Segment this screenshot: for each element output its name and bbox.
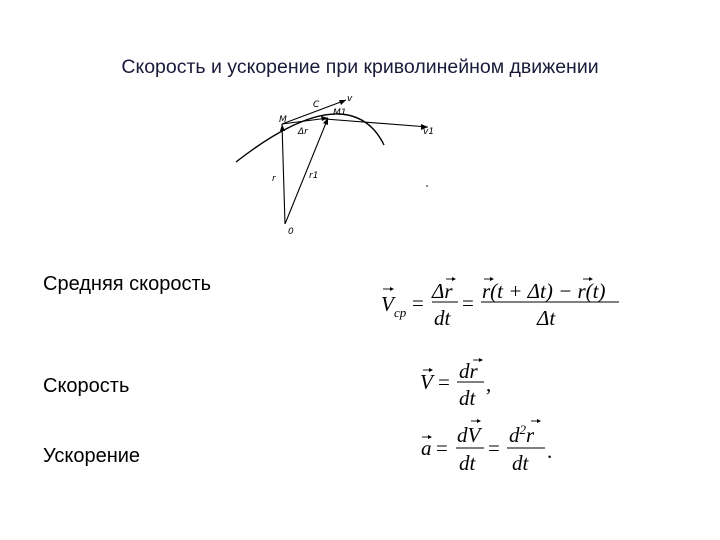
label-vector-v: v <box>347 94 353 104</box>
label-vector-v1: v1 <box>423 127 435 137</box>
label-radius-r: r <box>272 174 276 184</box>
formula-velocity <box>420 358 491 410</box>
formula-avg-frac2-den: Δt <box>537 306 556 330</box>
label-point-m1: M1 <box>333 108 347 118</box>
formula-acc-num2: $d^2r$ <box>509 422 535 447</box>
formula-acc-den2: dt <box>512 451 529 475</box>
formula-avg-frac1-den: dt <box>434 306 451 330</box>
formula-avg-frac2-num: r(t + Δt) − r(t) <box>482 279 606 303</box>
label-average-velocity: Средняя скорость <box>43 273 212 295</box>
formula-acceleration <box>421 419 552 475</box>
formula-vel-lhs: V <box>420 370 433 394</box>
formula-average-velocity <box>381 277 619 330</box>
formula-acc-tail: . <box>547 439 553 463</box>
label-displacement-dr: Δr <box>298 127 308 137</box>
formula-acc-eq2: = <box>488 436 500 460</box>
radius-vector-r <box>282 124 285 224</box>
formula-acc-den1: dt <box>459 451 476 475</box>
label-curve-c: C <box>313 100 320 110</box>
formula-acc-num1: dV <box>457 423 481 447</box>
formula-avg-frac1-num: Δr <box>432 279 453 303</box>
formula-avg-lhs: V <box>381 292 394 316</box>
label-radius-r1: r1 <box>309 171 319 181</box>
formula-vel-num: dr <box>459 359 478 383</box>
label-point-m: M <box>279 115 287 125</box>
label-origin: 0 <box>288 227 294 237</box>
vector-arrow-r1-head <box>452 277 456 281</box>
trajectory-curve <box>236 114 384 162</box>
vector-arrow-V-head <box>390 287 394 291</box>
formula-vel-eq: = <box>438 370 450 394</box>
formula-vel-den: dt <box>459 386 476 410</box>
stray-dot <box>426 185 428 187</box>
label-acceleration: Ускорение <box>43 445 141 467</box>
slide-title: Скорость и ускорение при криволинейном движении <box>121 56 599 78</box>
velocity-vector-v1 <box>325 119 428 127</box>
label-velocity: Скорость <box>43 375 130 397</box>
formula-avg-lhs-sub: cp <box>394 305 407 320</box>
formula-avg-eq1: = <box>412 291 424 315</box>
velocity-v-arrowhead <box>339 100 346 105</box>
formula-acc-eq1: = <box>436 436 448 460</box>
formula-vel-tail: , <box>486 372 492 396</box>
formula-avg-eq2: = <box>462 291 474 315</box>
vector-arrow-r5-head <box>537 419 541 423</box>
formula-acc-lhs: a <box>421 436 432 460</box>
vector-arrow-r4-head <box>479 358 483 362</box>
